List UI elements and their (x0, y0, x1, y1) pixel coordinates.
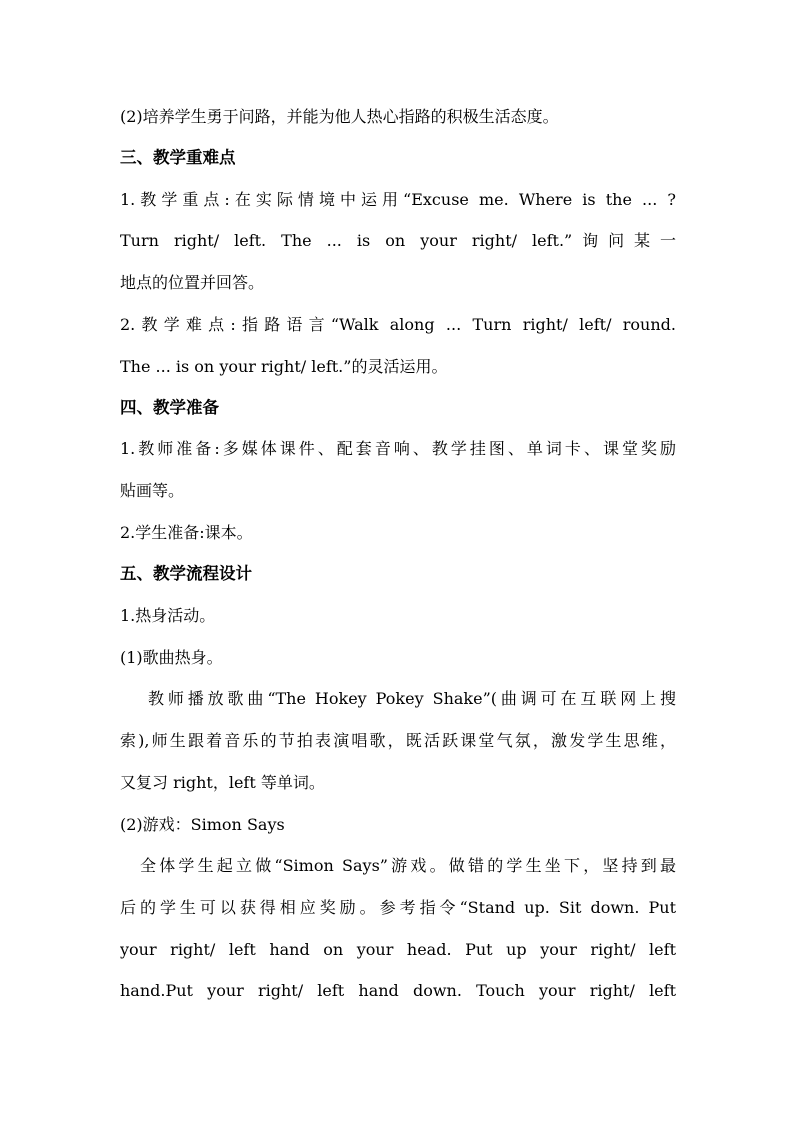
game-paragraph-line-2: 后的学生可以获得相应奖励。参考指令“Stand up. Sit down. Put (120, 898, 676, 917)
game-paragraph-line-1: 全体学生起立做“Simon Says”游戏。做错的学生坐下，坚持到最 (140, 856, 676, 875)
section-heading-key-points: 三、教学重难点 (120, 148, 236, 167)
section-heading-preparation: 四、教学准备 (120, 398, 219, 417)
song-paragraph-line-2: 索),师生跟着音乐的节拍表演唱歌，既活跃课堂气氛，激发学生思维， (120, 731, 676, 750)
teacher-prep-line-2: 贴画等。 (120, 481, 185, 500)
song-paragraph-line-1: 教师播放歌曲“The Hokey Pokey Shake”(曲调可在互联网上搜 (148, 689, 676, 708)
key-point-line-1: 1.教学重点:在实际情境中运用“Excuse me. Where is the ... ? (120, 190, 676, 209)
game-paragraph-line-4: hand.Put your right/ left hand down. Touch your right/ left (120, 981, 676, 1000)
song-warmup-heading: (1)歌曲热身。 (120, 648, 223, 667)
game-heading: (2)游戏：Simon Says (120, 815, 285, 834)
key-point-line-2: Turn right/ left. The ... is on your right/ left.”询问某一 (120, 231, 676, 250)
teacher-prep-line-1: 1.教师准备:多媒体课件、配套音响、教学挂图、单词卡、课堂奖励 (120, 439, 676, 458)
key-point-line-3: 地点的位置并回答。 (120, 273, 265, 292)
section-heading-process: 五、教学流程设计 (120, 564, 252, 583)
game-paragraph-line-3: your right/ left hand on your head. Put up your right/ left (120, 940, 676, 959)
song-paragraph-line-3: 又复习 right，left 等单词。 (120, 773, 325, 792)
warmup-heading: 1.热身活动。 (120, 606, 216, 625)
student-prep-line: 2.学生准备:课本。 (120, 523, 253, 542)
difficulty-line-1: 2.教学难点:指路语言“Walk along ... Turn right/ left/ round. (120, 315, 676, 334)
difficulty-line-2: The ... is on your right/ left.”的灵活运用。 (120, 357, 448, 376)
goal-line-2: (2)培养学生勇于问路，并能为他人热心指路的积极生活态度。 (120, 107, 559, 126)
